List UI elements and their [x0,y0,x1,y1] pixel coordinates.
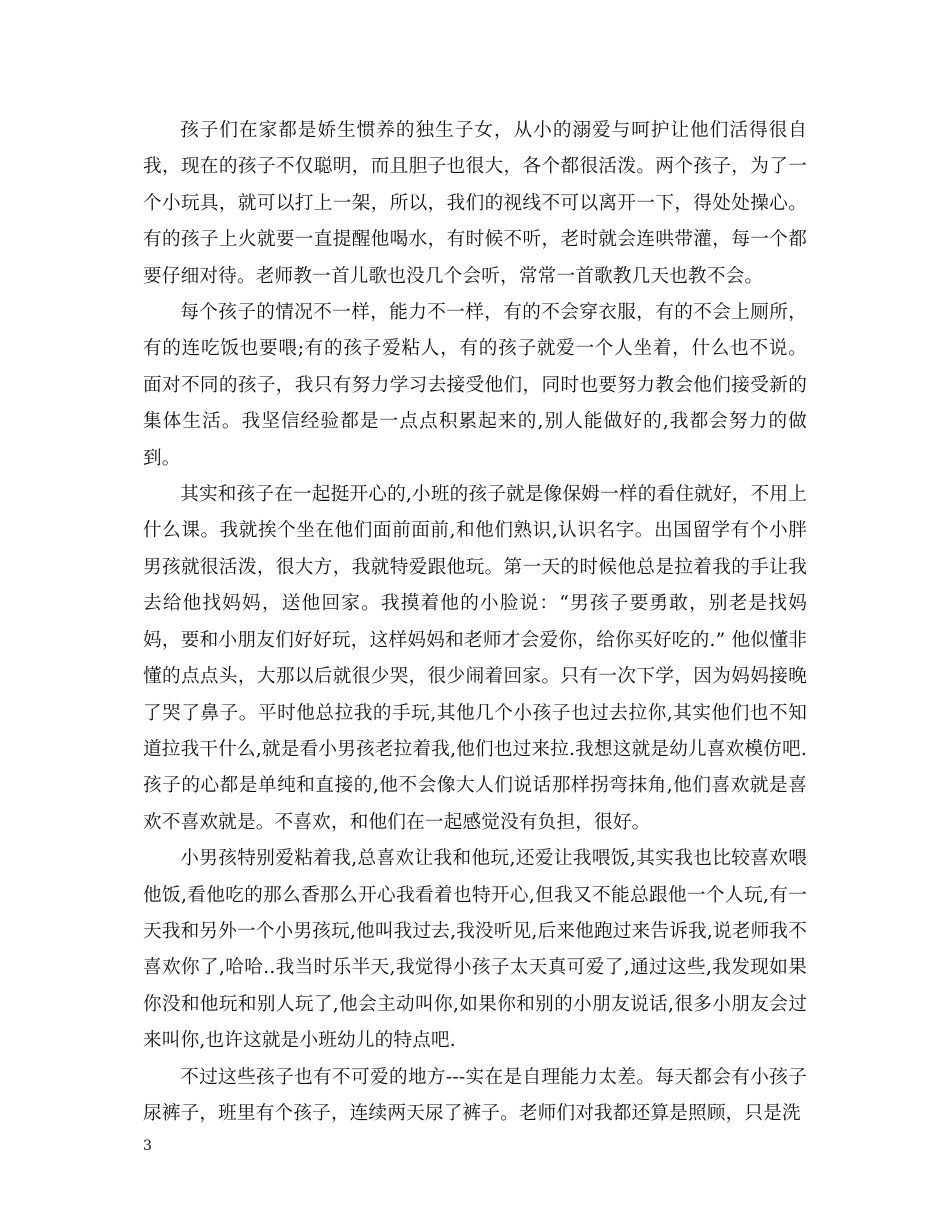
page-number: 3 [143,1138,152,1154]
paragraph-4: 小男孩特别爱粘着我,总喜欢让我和他玩,还爱让我喂饭,其实我也比较喜欢喂他饭,看他吃的那么香那么开心我看着也特开心,但我又不能总跟他一个人玩,有一天我和另外一个小男孩玩,他叫我过去,我没听见,后来他跑过来告诉我,说老师我不喜欢你了,哈哈..我当时乐半天,我觉得小孩子太天真可爱了,通过这些,我发现如果你没和他玩和别人玩了,他会主动叫你,如果你和别的小朋友说话,很多小朋友会过来叫你,也许这就是小班幼儿的特点吧. [143,848,807,1052]
paragraph-3: 其实和孩子在一起挺开心的,小班的孩子就是像保姆一样的看住就好，不用上什么课。我就挨个坐在他们面前面前,和他们熟识,认识名字。出国留学有个小胖男孩就很活泼，很大方，我就特爱跟他玩。第一天的时候他总是拉着我的手让我去给他找妈妈，送他回家。我摸着他的小脸说：“男孩子要勇敢，别老是找妈妈，要和小朋友们好好玩，这样妈妈和老师才会爱你，给你买好吃的.” 他似懂非懂的点点头，大那以后就很少哭，很少闹着回家。只有一次下学，因为妈妈接晚了哭了鼻子。平时他总拉我的手玩,其他几个小孩子也过去拉你,其实他们也不知道拉我干什么,就是看小男孩老拉着我,他们也过来拉.我想这就是幼儿喜欢模仿吧.孩子的心都是单纯和直接的,他不会像大人们说话那样拐弯抹角,他们喜欢就是喜欢不喜欢就是。不喜欢，和他们在一起感觉没有负担，很好。 [143,484,807,833]
paragraph-2: 每个孩子的情况不一样，能力不一样，有的不会穿衣服，有的不会上厕所，有的连吃饭也要喂;有的孩子爱粘人，有的孩子就爱一个人坐着，什么也不说。面对不同的孩子，我只有努力学习去接受他们，同时也要努力教会他们接受新的集体生活。我坚信经验都是一点点积累起来的,别人能做好的,我都会努力的做到。 [143,302,807,469]
paragraph-5: 不过这些孩子也有不可爱的地方---实在是自理能力太差。每天都会有小孩子尿裤子，班里有个孩子，连续两天尿了裤子。老师们对我都还算是照顾，只是洗 [143,1066,807,1124]
body-text [143,113,807,1132]
paragraph-1: 孩子们在家都是娇生惯养的独生子女，从小的溺爱与呵护让他们活得很自我，现在的孩子不仅聪明，而且胆子也很大，各个都很活泼。两个孩子，为了一个小玩具，就可以打上一架，所以，我们的视线不可以离开一下，得处处操心。有的孩子上火就要一直提醒他喝水，有时候不听，老时就会连哄带灌，每一个都要仔细对待。老师教一首儿歌也没几个会听，常常一首歌教几天也教不会。 [143,120,807,287]
